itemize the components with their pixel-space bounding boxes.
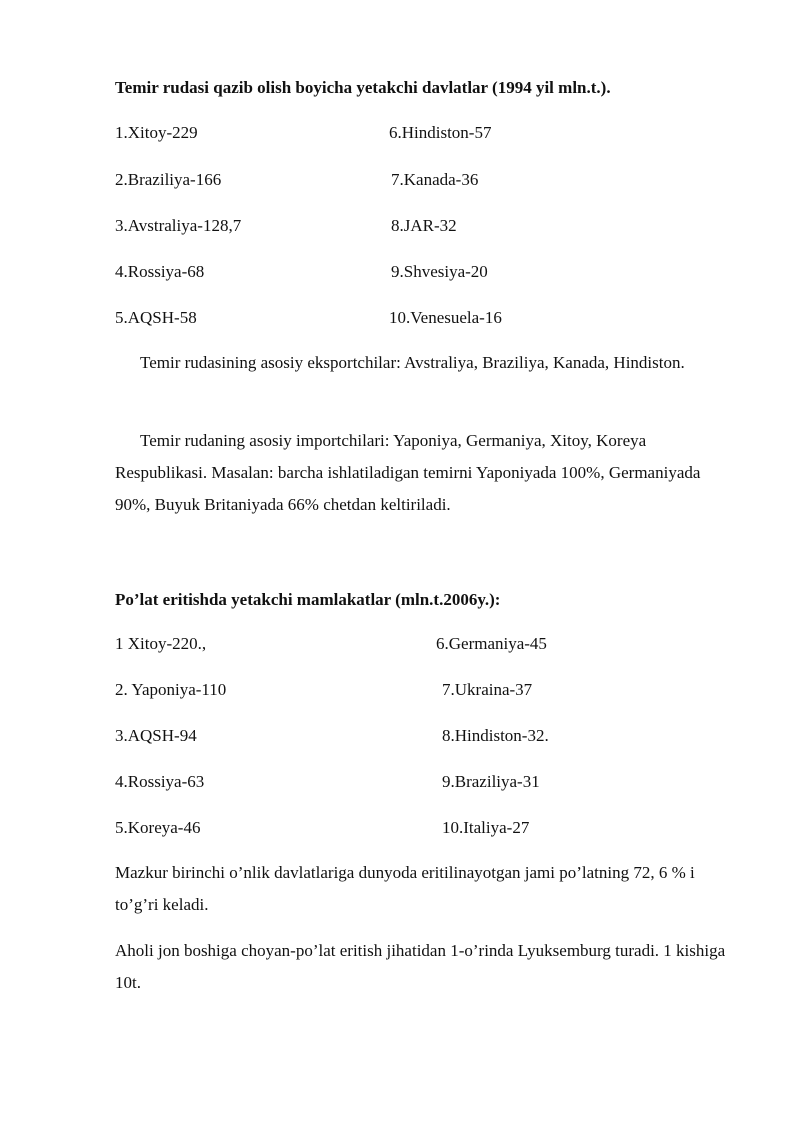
steel-heading: Po’lat eritishda yetakchi mamlakatlar (mln.t.2006y.):	[115, 590, 501, 609]
iron-ore-heading: Temir rudasi qazib olish boyicha yetakchi davlatlar (1994 yil mln.t.).	[115, 78, 611, 97]
steel-left-entry: 5.Koreya-46	[115, 818, 201, 837]
importers-paragraph: Temir rudaning asosiy importchilari: Yaponiya, Germaniya, Xitoy, Koreya Respublikasi. Masalan: barcha ishlatiladigan temirni Yaponiyada 100%, Germaniyada 90%, Buyuk Britaniyada 66% chetdan keltiriladi.	[115, 431, 701, 514]
steel-right-entry: 10.Italiya-27	[442, 818, 530, 837]
iron-ore-left-entry: 1.Xitoy-229	[115, 123, 198, 142]
steel-right-entry: 7.Ukraina-37	[442, 680, 533, 699]
iron-ore-row	[0, 123, 800, 147]
iron-ore-left-entry: 2.Braziliya-166	[115, 170, 222, 189]
steel-right-entry: 6.Germaniya-45	[436, 634, 547, 653]
steel-row	[0, 772, 800, 796]
iron-ore-row	[0, 308, 800, 332]
steel-left-entry: 1 Xitoy-220.,	[115, 634, 207, 653]
steel-row	[0, 634, 800, 658]
iron-ore-right-entry: 7.Kanada-36	[391, 170, 479, 189]
iron-ore-right-entry: 8.JAR-32	[391, 216, 457, 235]
iron-ore-right-entry: 6.Hindiston-57	[389, 123, 492, 142]
iron-ore-left-entry: 3.Avstraliya-128,7	[115, 216, 242, 235]
per-capita-paragraph: Aholi jon boshiga choyan-po’lat eritish jihatidan 1-o’rinda Lyuksemburg turadi. 1 kishiga 10t.	[115, 941, 726, 992]
steel-row	[0, 726, 800, 750]
steel-left-entry: 4.Rossiya-63	[115, 772, 205, 791]
steel-row	[0, 818, 800, 842]
iron-ore-left-entry: 4.Rossiya-68	[115, 262, 205, 281]
steel-right-entry: 8.Hindiston-32.	[442, 726, 549, 745]
steel-row	[0, 680, 800, 704]
steel-left-entry: 3.AQSH-94	[115, 726, 197, 745]
iron-ore-row	[0, 216, 800, 240]
iron-ore-right-entry: 10.Venesuela-16	[389, 308, 502, 327]
iron-ore-row	[0, 170, 800, 194]
iron-ore-left-entry: 5.AQSH-58	[115, 308, 197, 327]
exporters-paragraph: Temir rudasining asosiy eksportchilar: Avstraliya, Braziliya, Kanada, Hindiston.	[140, 353, 685, 372]
steel-right-entry: 9.Braziliya-31	[442, 772, 540, 791]
steel-left-entry: 2. Yaponiya-110	[115, 680, 227, 699]
iron-ore-row	[0, 262, 800, 286]
steel-share-paragraph: Mazkur birinchi o’nlik davlatlariga dunyoda eritilinayotgan jami po’latning 72, 6 % i to’g’ri keladi.	[115, 863, 695, 914]
iron-ore-right-entry: 9.Shvesiya-20	[391, 262, 488, 281]
